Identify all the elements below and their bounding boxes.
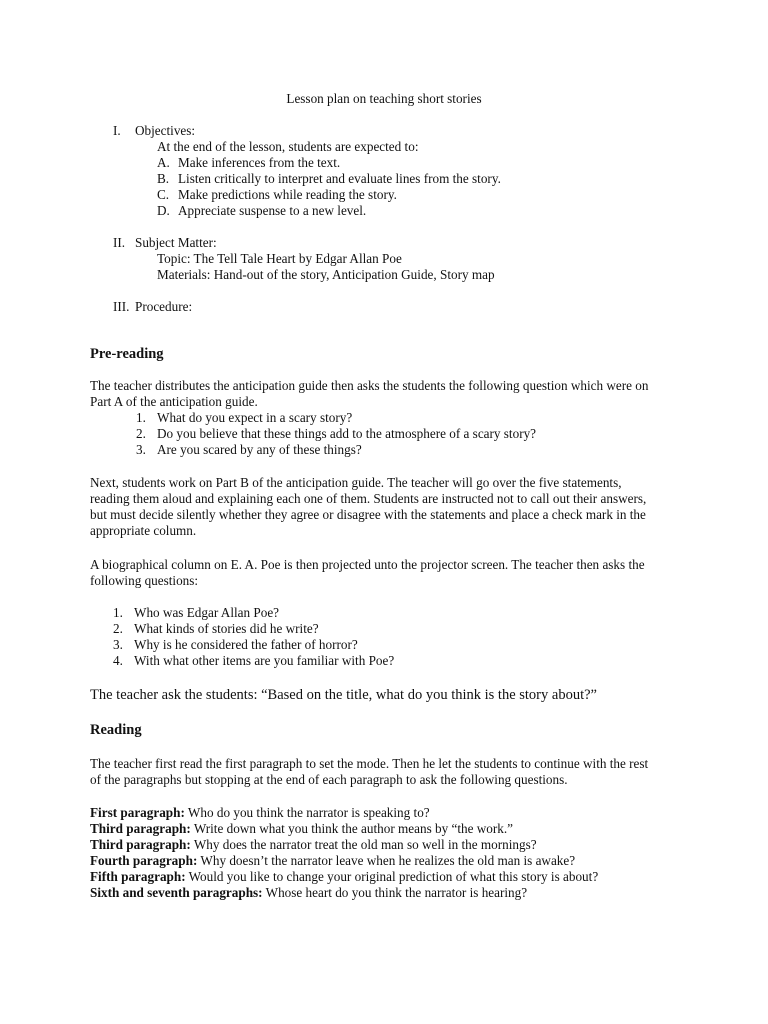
question-text: What do you expect in a scary story? [157,410,353,425]
objective-text: Appreciate suspense to a new level. [178,203,367,218]
question-number: 1. [113,605,123,620]
question-text: What kinds of stories did he write? [134,621,319,636]
reading-question [90,885,527,901]
paragraph-label: Third paragraph: [90,837,191,852]
subject-topic: Topic: The Tell Tale Heart by Edgar Allan Poe [157,251,402,266]
prereading-paragraph-line: following questions: [90,573,199,588]
objective-letter: C. [157,187,170,202]
prereading-paragraph-line: The teacher distributes the anticipation guide then asks the students the following question which were on [90,378,649,393]
section-label: Procedure: [135,299,193,314]
prereading-paragraph-line: A biographical column on E. A. Poe is then projected unto the projector screen. The teacher then asks the [90,557,645,572]
section-numeral: III. [113,299,130,314]
prereading-paragraph-line: appropriate column. [90,523,197,538]
objective-text: Make predictions while reading the story. [178,187,397,202]
question-text: Why is he considered the father of horror? [134,637,358,652]
reading-question [90,821,513,837]
reading-paragraph-line: The teacher first read the first paragraph to set the mode. Then he let the students to continue with the rest [90,756,649,771]
question-number: 3. [113,637,123,652]
subject-materials: Materials: Hand-out of the story, Anticipation Guide, Story map [157,267,495,282]
paragraph-question: Who do you think the narrator is speaking to? [184,805,430,820]
question-text: Do you believe that these things add to the atmosphere of a scary story? [157,426,537,441]
prereading-paragraph-line: Next, students work on Part B of the anticipation guide. The teacher will go over the five statements, [90,475,622,490]
reading-question [90,853,575,869]
question-number: 2. [136,426,146,441]
paragraph-label: Third paragraph: [90,821,191,836]
prereading-paragraph-line: but must decide silently whether they agree or disagree with the statements and place a check mark in the [90,507,646,522]
objective-letter: A. [157,155,170,170]
reading-question [90,805,430,821]
paragraph-question: Whose heart do you think the narrator is hearing? [262,885,528,900]
paragraph-question: Write down what you think the author means by “the work.” [190,821,514,836]
question-number: 2. [113,621,123,636]
paragraph-question: Why doesn’t the narrator leave when he realizes the old man is awake? [197,853,576,868]
objectives-intro: At the end of the lesson, students are expected to: [157,139,419,154]
question-item [136,426,536,442]
paragraph-label: Fifth paragraph: [90,869,186,884]
question-item [113,653,394,669]
section-label: Objectives: [135,123,196,138]
document-title: Lesson plan on teaching short stories [286,91,482,106]
question-number: 3. [136,442,146,457]
section-numeral: II. [113,235,126,250]
objective-item [157,203,366,219]
question-text: Who was Edgar Allan Poe? [134,605,280,620]
question-text: With what other items are you familiar with Poe? [134,653,395,668]
section-numeral: I. [113,123,121,138]
reading-paragraph-line: of the paragraphs but stopping at the end of each paragraph to ask the following questions. [90,772,568,787]
prereading-heading: Pre-reading [90,346,164,362]
objective-item [157,171,501,187]
objective-item [157,155,340,171]
question-item [136,442,362,458]
objective-text: Listen critically to interpret and evaluate lines from the story. [178,171,501,186]
prereading-paragraph-line: reading them aloud and explaining each one of them. Students are instructed not to call out their answers, [90,491,647,506]
question-item [113,605,279,621]
question-item [136,410,352,426]
question-number: 4. [113,653,123,668]
objective-item [157,187,397,203]
question-number: 1. [136,410,146,425]
reading-question [90,837,537,853]
prereading-closing: The teacher ask the students: “Based on the title, what do you think is the story about?” [90,687,597,703]
objective-text: Make inferences from the text. [178,155,341,170]
reading-heading: Reading [90,722,142,738]
paragraph-question: Why does the narrator treat the old man so well in the mornings? [190,837,537,852]
section-label: Subject Matter: [135,235,217,250]
reading-question [90,869,598,885]
objective-letter: B. [157,171,170,186]
paragraph-label: Sixth and seventh paragraphs: [90,885,263,900]
paragraph-label: Fourth paragraph: [90,853,198,868]
question-item [113,637,358,653]
prereading-paragraph-line: Part A of the anticipation guide. [90,394,258,409]
paragraph-question: Would you like to change your original prediction of what this story is about? [185,869,599,884]
objective-letter: D. [157,203,170,218]
question-item [113,621,319,637]
paragraph-label: First paragraph: [90,805,185,820]
question-text: Are you scared by any of these things? [157,442,362,457]
